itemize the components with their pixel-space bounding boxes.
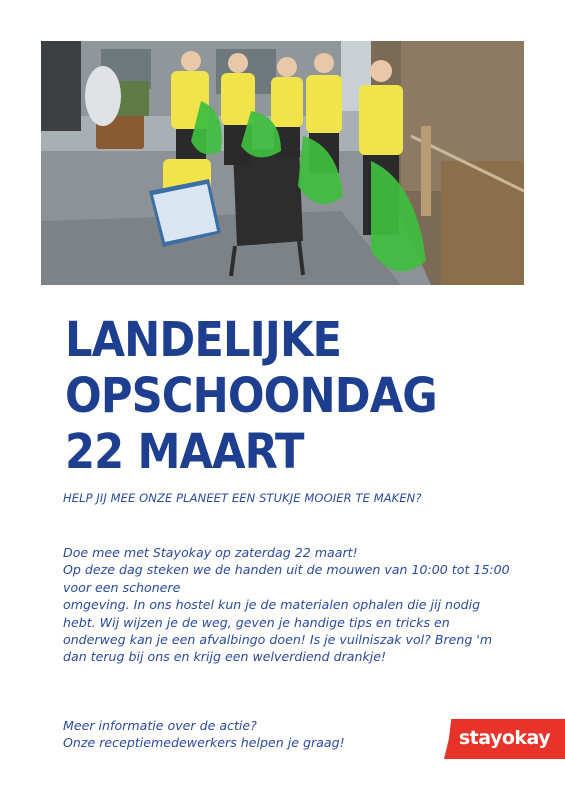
stayokay-logo [444,719,565,759]
title-line-2: OPSCHOONDAG [65,368,437,424]
body-line: onderweg kan je een afvalbingo doen! Is je vuilniszak vol? Breng 'm [63,632,493,648]
body-line: omgeving. In ons hostel kun je de materialen ophalen die jij nodig [63,597,481,613]
title-line-1: LANDELIJKE [65,312,342,368]
logo-text: stayokay [458,727,551,749]
hero-photo-illustration [41,41,524,285]
body-line: Op deze dag steken we de handen uit de mouwen van 10:00 tot 15:00 [63,562,510,578]
body-line: voor een schonere [63,579,181,595]
footer-text [63,717,423,752]
footer-line: Meer informatie over de actie? [63,718,257,733]
title-line-3: 22 MAART [65,424,304,480]
page-title [65,312,479,480]
body-line: Doe mee met Stayokay op zaterdag 22 maart! [63,545,358,560]
footer-line: Onze receptiemedewerkers helpen je graag! [63,735,345,751]
body-text [63,544,533,666]
body-line: hebt. Wij wijzen je de weg, geven je handige tips en tricks en [63,614,450,630]
hero-photo [41,41,524,285]
subheading: HELP JIJ MEE ONZE PLANEET EEN STUKJE MOOIER TE MAKEN? [63,491,422,505]
body-line: dan terug bij ons en krijg een welverdiend drankje! [63,649,387,665]
